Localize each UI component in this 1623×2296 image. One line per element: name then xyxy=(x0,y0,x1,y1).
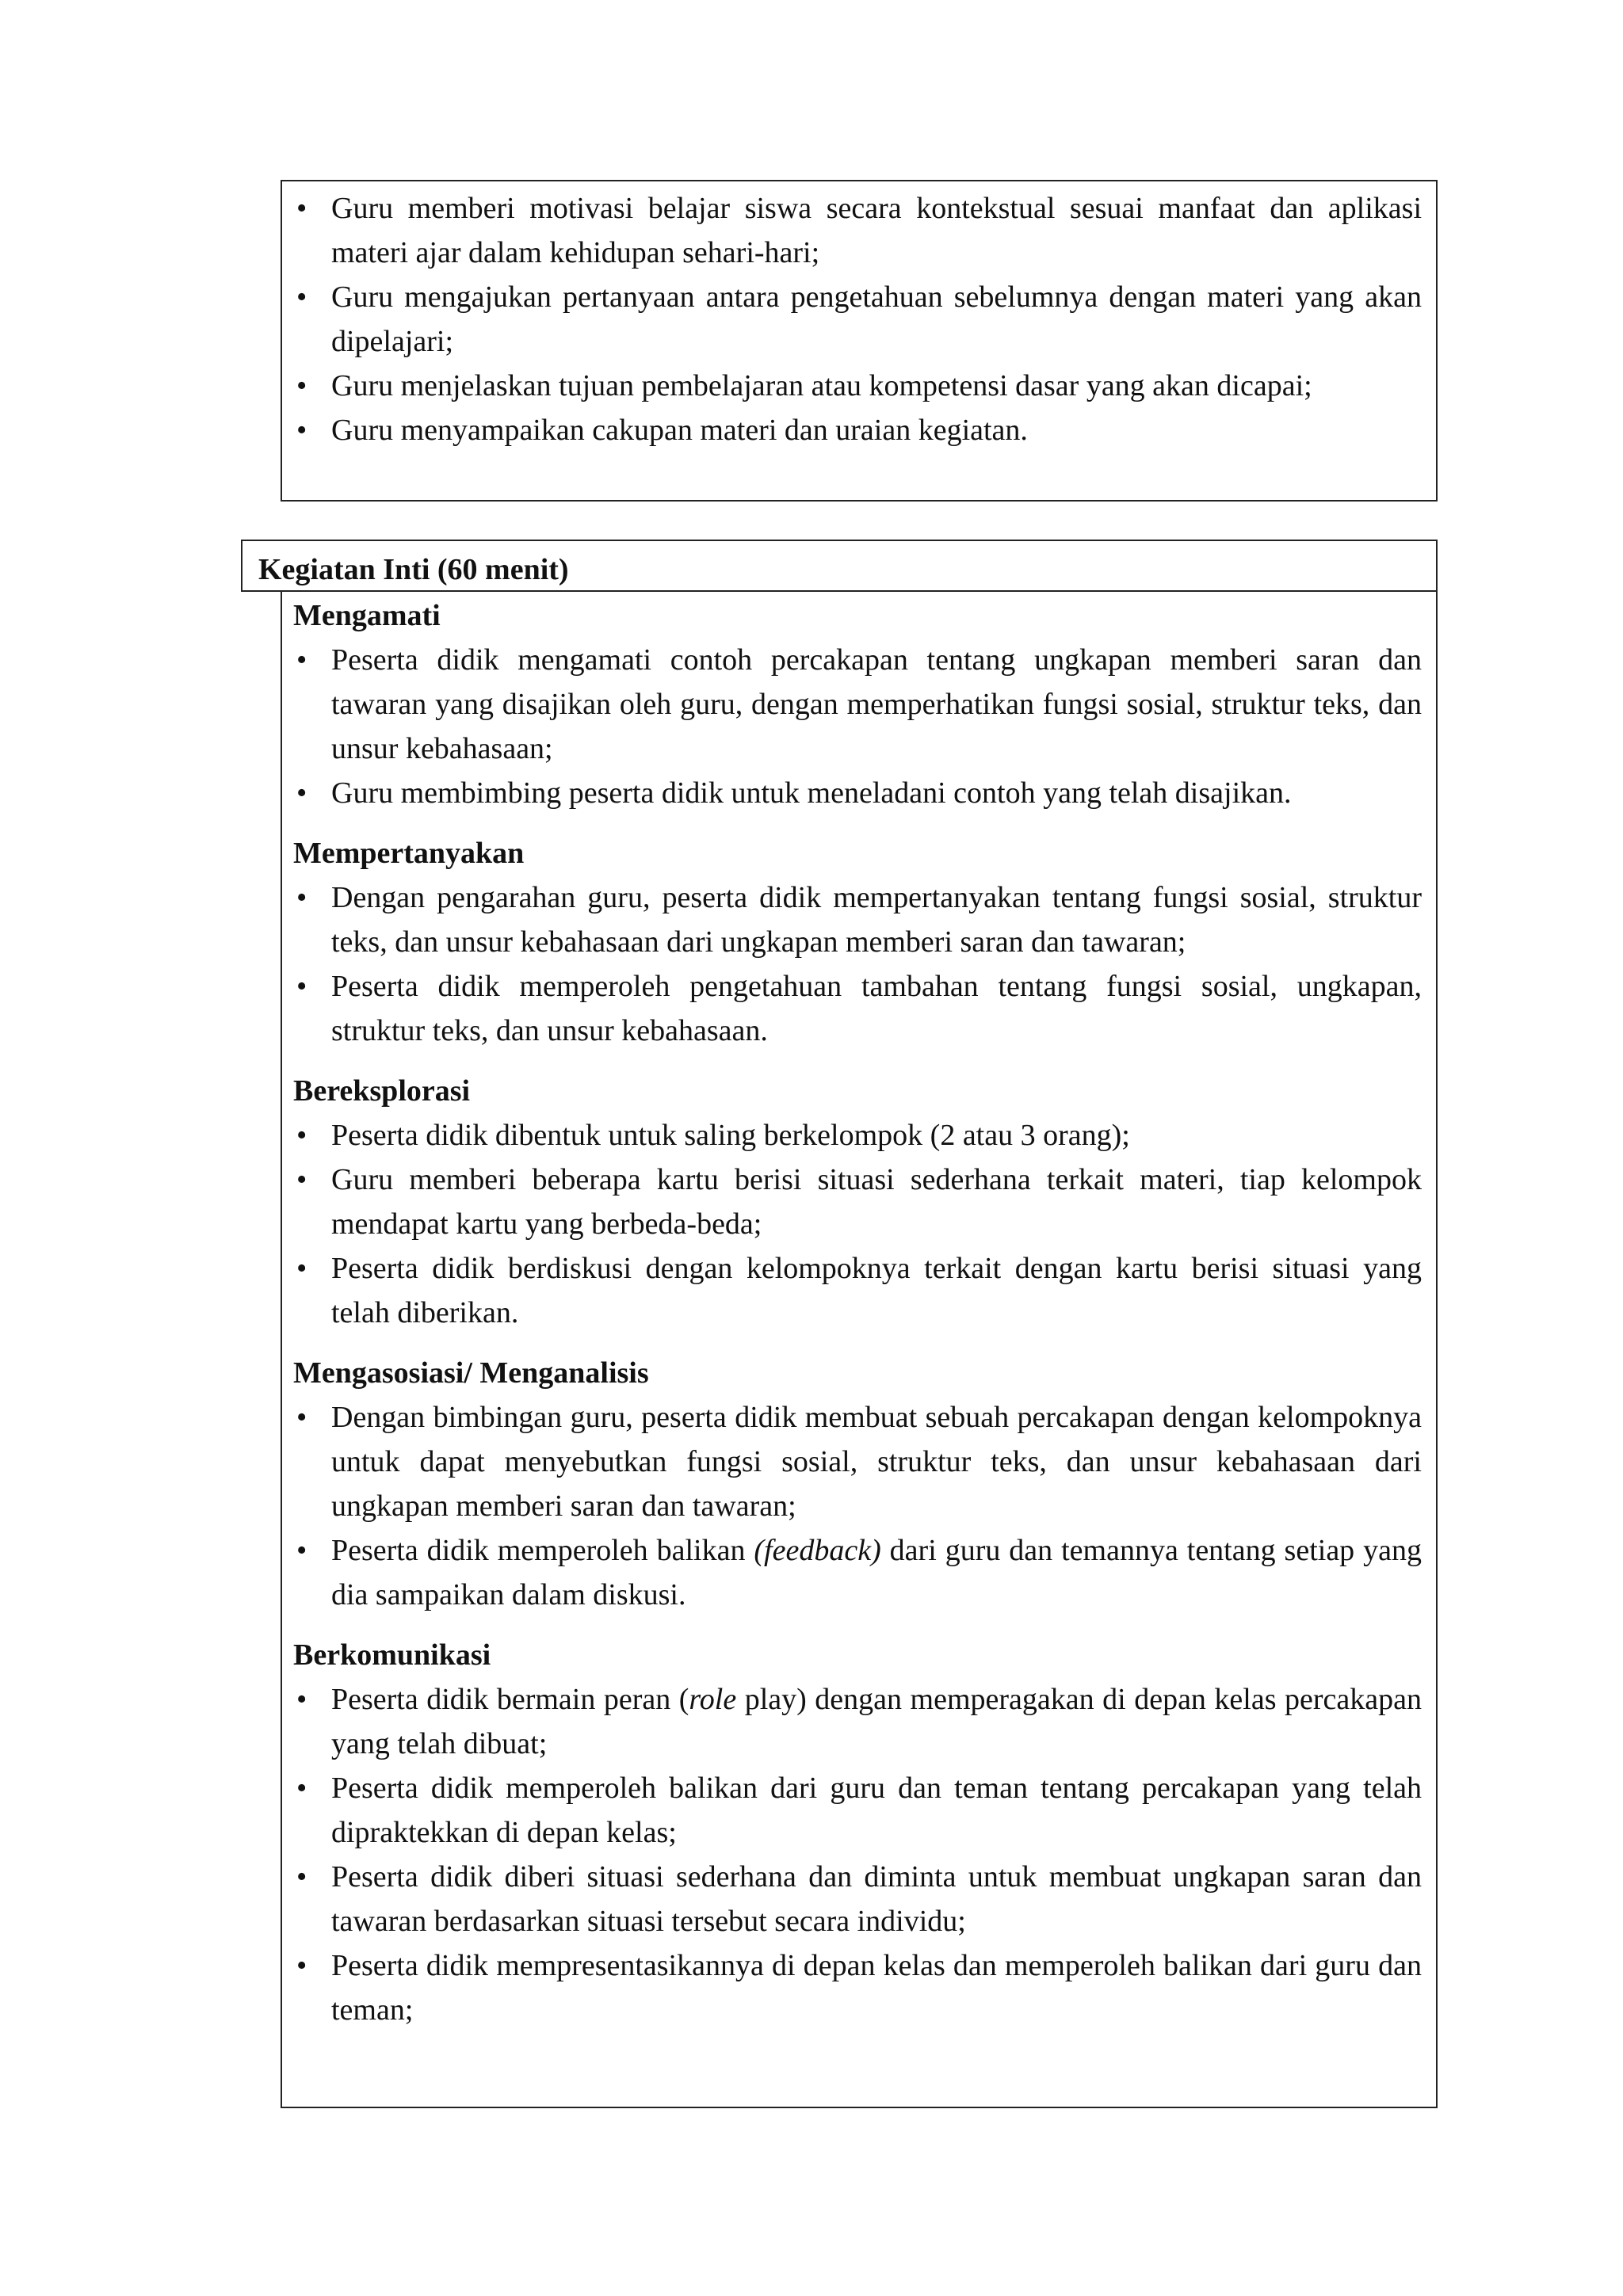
core-activities-box xyxy=(281,590,1438,2108)
core-activity-header xyxy=(241,540,1438,592)
section-title: Bereksplorasi xyxy=(293,1074,471,1108)
section-list xyxy=(293,638,1422,815)
core-activity-title: Kegiatan Inti (60 menit) xyxy=(258,553,569,586)
list-item: • Peserta didik dibentuk untuk saling berkelompok (2 atau 3 orang); xyxy=(293,1113,1422,1158)
list-item: • Guru memberi beberapa kartu berisi situasi sederhana terkait materi, tiap kelompok mendapat kartu yang berbeda-beda; xyxy=(293,1158,1422,1246)
section-berkomunikasi xyxy=(293,1633,1422,2032)
item-emphasis: role xyxy=(689,1683,737,1716)
section-list xyxy=(293,1395,1422,1617)
list-item: • Guru menyampaikan cakupan materi dan uraian kegiatan. xyxy=(293,408,1422,452)
section-list xyxy=(293,875,1422,1053)
item-text: play) dengan memperagakan di depan kelas percakapan yang telah dibuat; xyxy=(331,1683,1423,1760)
list-item: • Peserta didik mengamati contoh percakapan tentang ungkapan memberi saran dan tawaran yang disajikan oleh guru, dengan memperhatikan fungsi sosial, struktur teks, dan unsur kebahasaan; xyxy=(293,638,1422,771)
item-text: Peserta didik bermain peran ( xyxy=(331,1683,689,1716)
section-list xyxy=(293,1677,1422,2032)
opening-activities-box xyxy=(281,180,1438,502)
opening-activities-list xyxy=(293,186,1422,452)
list-item: • Dengan bimbingan guru, peserta didik membuat sebuah percakapan dengan kelompoknya untuk dapat menyebutkan fungsi sosial, struktur teks, dan unsur kebahasaan dari ungkapan memberi saran dan tawaran; xyxy=(293,1395,1422,1528)
list-item: • Guru membimbing peserta didik untuk meneladani contoh yang telah disajikan. xyxy=(293,771,1422,815)
item-emphasis: (feedback) xyxy=(754,1534,881,1567)
list-item: • Guru memberi motivasi belajar siswa secara kontekstual sesuai manfaat dan aplikasi materi ajar dalam kehidupan sehari-hari; xyxy=(293,186,1422,275)
item-text: Peserta didik memperoleh balikan xyxy=(331,1534,754,1567)
section-mengasosiasi xyxy=(293,1351,1422,1617)
list-item: • Peserta didik memperoleh balikan dari guru dan teman tentang percakapan yang telah dipraktekkan di depan kelas; xyxy=(293,1766,1422,1855)
list-item xyxy=(293,1677,1422,1766)
section-mengamati xyxy=(293,593,1422,815)
section-title: Mempertanyakan xyxy=(293,837,525,870)
section-title: Berkomunikasi xyxy=(293,1638,491,1672)
list-item: • Peserta didik memperoleh pengetahuan tambahan tentang fungsi sosial, ungkapan, struktur teks, dan unsur kebahasaan. xyxy=(293,964,1422,1053)
list-item xyxy=(293,1528,1422,1617)
list-item: • Guru mengajukan pertanyaan antara pengetahuan sebelumnya dengan materi yang akan dipelajari; xyxy=(293,275,1422,364)
section-mempertanyakan xyxy=(293,831,1422,1053)
section-list xyxy=(293,1113,1422,1335)
list-item: • Peserta didik mempresentasikannya di depan kelas dan memperoleh balikan dari guru dan teman; xyxy=(293,1943,1422,2032)
section-title: Mengamati xyxy=(293,599,441,632)
list-item: • Peserta didik diberi situasi sederhana dan diminta untuk membuat ungkapan saran dan tawaran berdasarkan situasi tersebut secara individu; xyxy=(293,1855,1422,1943)
section-title: Mengasosiasi/ Menganalisis xyxy=(293,1356,649,1390)
list-item: • Guru menjelaskan tujuan pembelajaran atau kompetensi dasar yang akan dicapai; xyxy=(293,364,1422,408)
list-item: • Peserta didik berdiskusi dengan kelompoknya terkait dengan kartu berisi situasi yang telah diberikan. xyxy=(293,1246,1422,1335)
item-text: dari guru dan temannya tentang setiap yang dia sampaikan dalam diskusi. xyxy=(331,1534,1422,1611)
section-bereksplorasi xyxy=(293,1069,1422,1335)
list-item: • Dengan pengarahan guru, peserta didik mempertanyakan tentang fungsi sosial, struktur teks, dan unsur kebahasaan dari ungkapan memberi saran dan tawaran; xyxy=(293,875,1422,964)
